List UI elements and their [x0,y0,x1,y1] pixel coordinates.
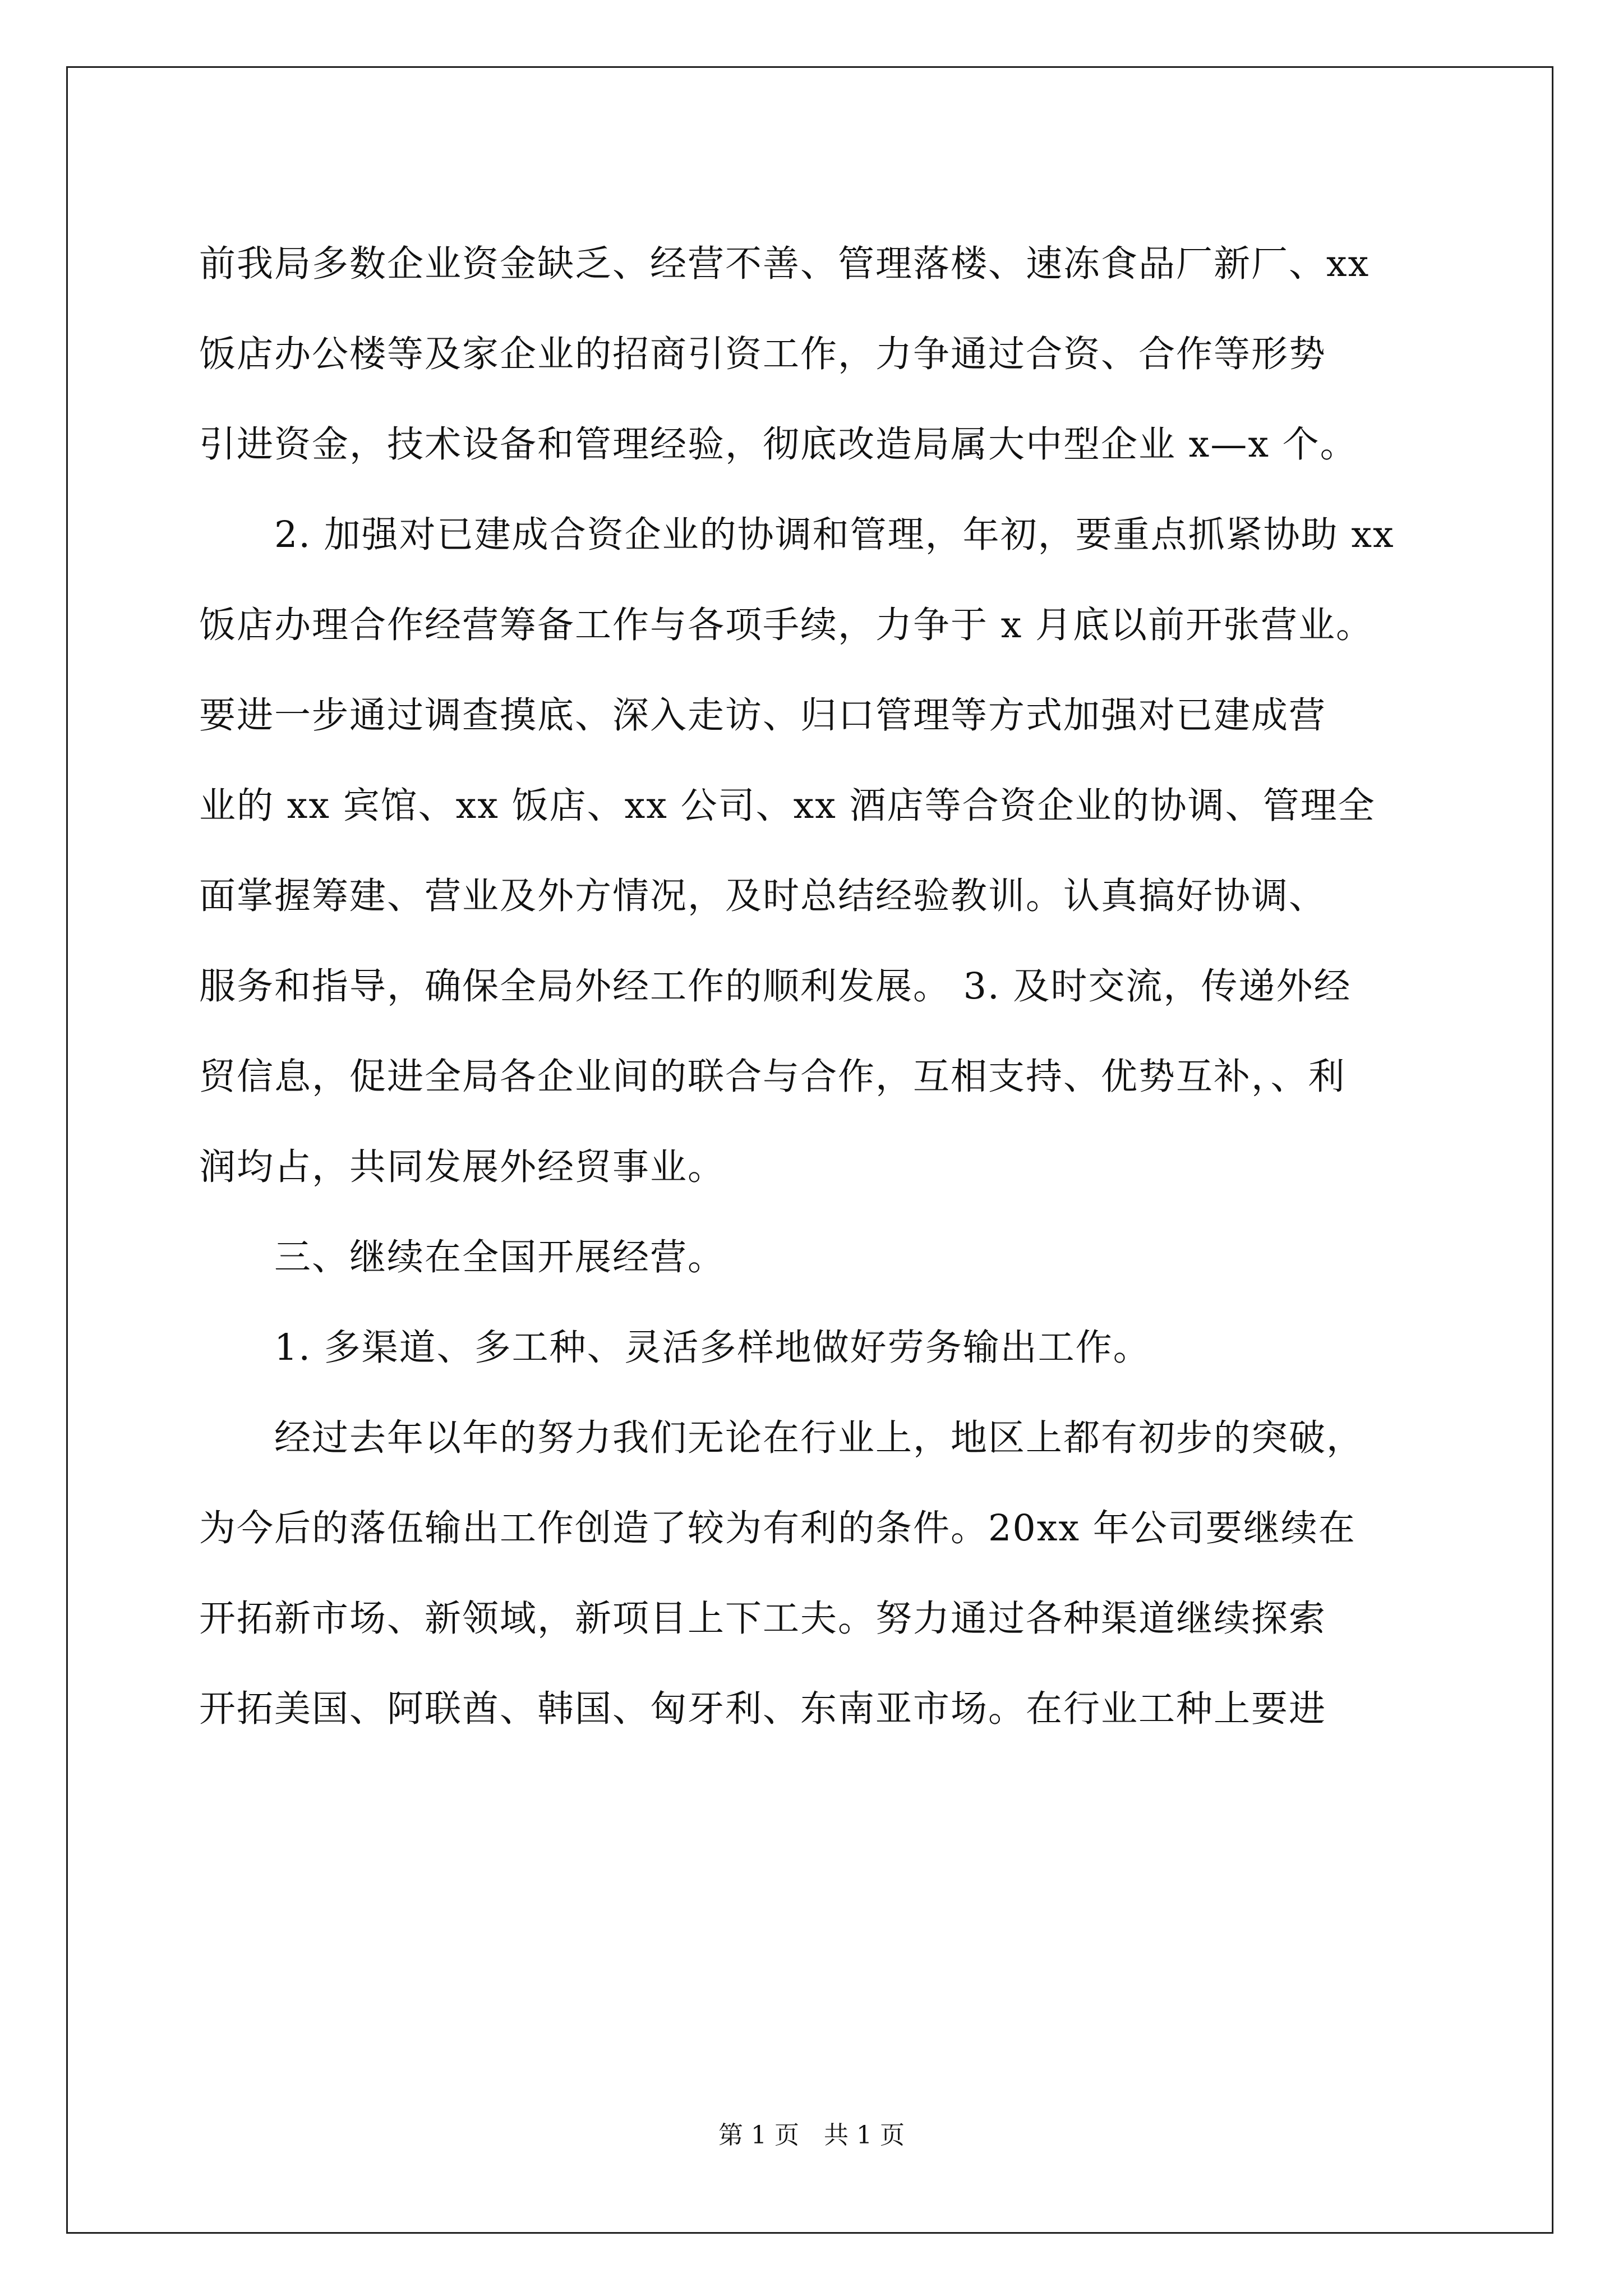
text-line: 前我局多数企业资金缺乏、经营不善、管理落楼、速冻食品厂新厂、xx [199,243,1370,285]
text-line: 要进一步通过调查摸底、深入走访、归口管理等方式加强对已建成营 [199,694,1327,737]
page-footer: 第 1 页 共 1 页 [718,2121,905,2150]
list-item-heading: 1. 多渠道、多工种、灵活多样地做好劳务输出工作。 [274,1327,1151,1369]
text-line: 业的 xx 宾馆、xx 饭店、xx 公司、xx 酒店等合资企业的协调、管理全 [199,785,1376,827]
text-line: 2. 加强对已建成合资企业的协调和管理，年初，要重点抓紧协助 xx [274,514,1395,556]
text-line: 为今后的落伍输出工作创造了较为有利的条件。20xx 年公司要继续在 [199,1507,1356,1549]
section-heading: 三、继续在全国开展经营。 [274,1236,726,1278]
text-line: 润均占，共同发展外经贸事业。 [199,1146,726,1188]
text-line: 开拓新市场、新领域，新项目上下工夫。努力通过各种渠道继续探索 [199,1598,1327,1640]
text-line: 引进资金，技术设备和管理经验，彻底改造局属大中型企业 x—x 个。 [199,424,1358,466]
text-line: 服务和指导，确保全局外经工作的顺利发展。 3. 及时交流，传递外经 [199,965,1352,1007]
text-line: 面掌握筹建、营业及外方情况，及时总结经验教训。认真搞好协调、 [199,875,1327,917]
document-body [199,219,1427,1754]
text-line: 经过去年以年的努力我们无论在行业上，地区上都有初步的突破， [274,1417,1364,1459]
text-line: 饭店办理合作经营筹备工作与各项手续，力争于 x 月底以前开张营业。 [199,604,1373,646]
text-line: 开拓美国、阿联酋、韩国、匈牙利、东南亚市场。在行业工种上要进 [199,1688,1327,1730]
text-line: 贸信息，促进全局各企业间的联合与合作，互相支持、优势互补，、利 [199,1056,1346,1098]
text-line: 饭店办公楼等及家企业的招商引资工作，力争通过合资、合作等形势 [199,333,1327,375]
